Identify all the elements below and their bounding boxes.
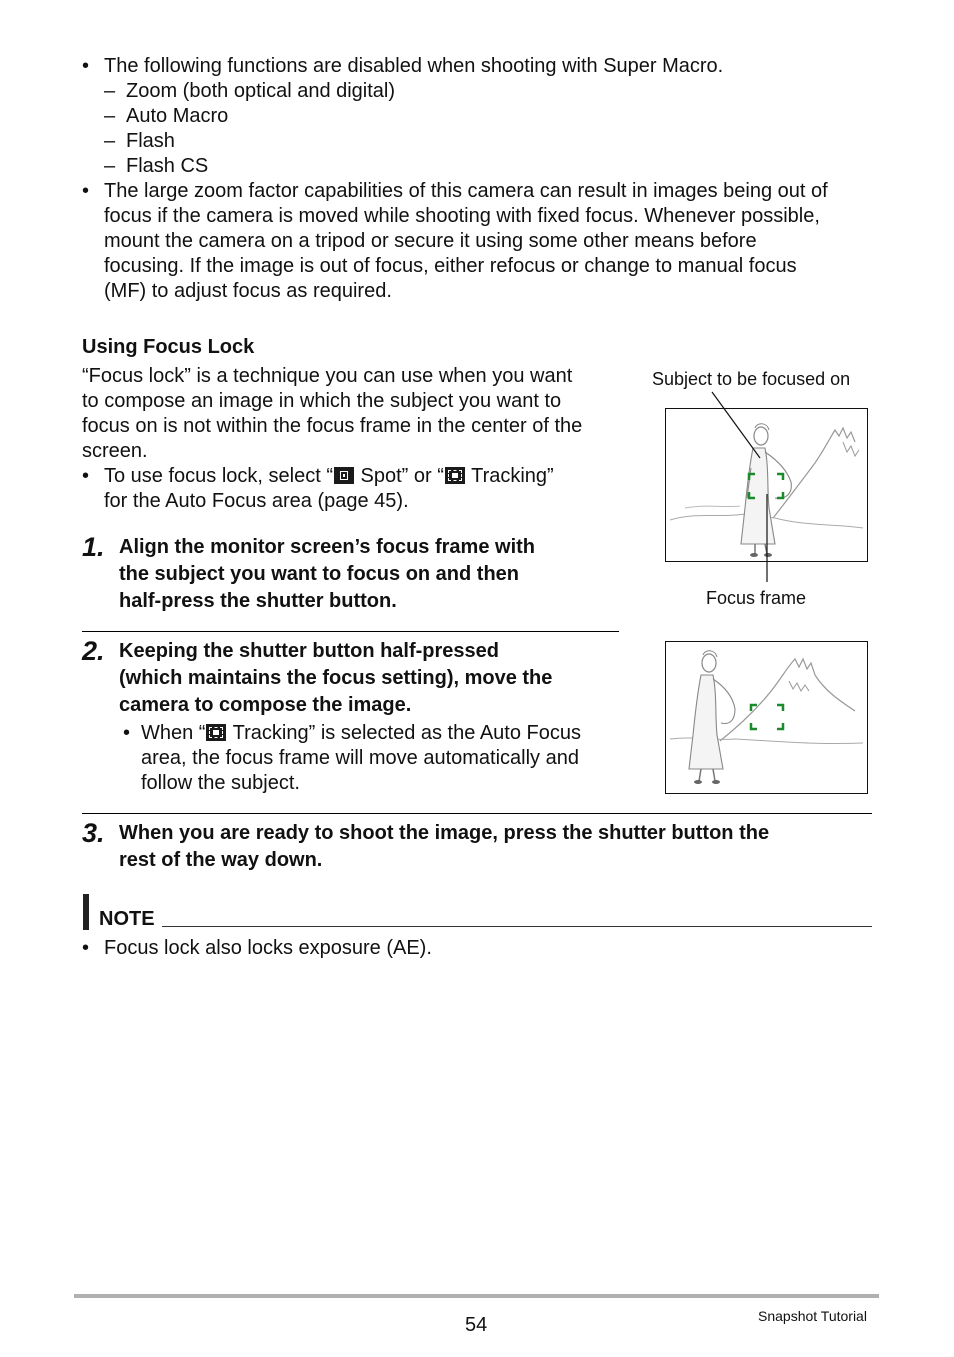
note-marker-bar: [83, 894, 89, 930]
intro-bullet-1: [82, 54, 882, 79]
spot-focus-icon: [334, 467, 354, 484]
list-item-text: Flash: [126, 130, 175, 152]
text-line: [141, 721, 619, 746]
text-line: for the Auto Focus area (page 45).: [104, 490, 409, 512]
bullet-mark: •: [82, 465, 90, 487]
list-item: [104, 154, 504, 179]
list-item: [104, 104, 504, 129]
text-line: [104, 464, 622, 489]
figure-label-focus-frame: Focus frame: [706, 588, 807, 608]
list-item: [104, 79, 504, 104]
focus-lock-paragraph: [82, 364, 622, 464]
note-title: NOTE: [99, 908, 155, 930]
page-number: 54: [465, 1314, 488, 1336]
text-line: Keeping the shutter button half-pressed: [119, 640, 500, 662]
dash-mark: –: [104, 80, 116, 102]
step-2-text: [119, 638, 619, 719]
dash-mark: –: [104, 130, 116, 152]
section-name: Snapshot Tutorial: [758, 1308, 867, 1324]
text-line: Align the monitor screen’s focus frame with: [119, 536, 535, 558]
text-run: When “: [141, 722, 206, 744]
text-line: focus if the camera is moved while shooting with fixed focus. Whenever possible,: [104, 205, 820, 227]
bullet-mark: •: [82, 55, 90, 77]
step-3-text: [119, 820, 879, 874]
text-run: Tracking” is selected as the Auto Focus: [227, 722, 581, 744]
dash-mark: –: [104, 155, 116, 177]
text-line: rest of the way down.: [119, 849, 323, 871]
list-item-text: Auto Macro: [126, 105, 229, 127]
note-text: Focus lock also locks exposure (AE).: [104, 937, 432, 959]
bullet-mark: •: [82, 937, 90, 959]
camera-scene-image: [665, 641, 868, 794]
focus-lock-bullet: [82, 464, 622, 514]
note-bullet: [82, 936, 862, 961]
text-line: focusing. If the image is out of focus, either refocus or change to manual focus: [104, 255, 797, 277]
text-line: “Focus lock” is a technique you can use when you want: [82, 365, 573, 387]
bullet-mark: •: [82, 180, 90, 202]
figure-1-leader-lines: [700, 390, 780, 586]
text-line: to compose an image in which the subject you want to: [82, 390, 562, 412]
text-line: mount the camera on a tripod or secure it using some other means before: [104, 230, 757, 252]
text-line: The large zoom factor capabilities of this camera can result in images being out of: [104, 180, 828, 202]
disabled-functions-list: [104, 79, 504, 179]
list-item-text: Zoom (both optical and digital): [126, 80, 396, 102]
section-heading: Using Focus Lock: [82, 336, 255, 358]
text-line: the subject you want to focus on and then: [119, 563, 520, 585]
dash-mark: –: [104, 105, 116, 127]
text-line: half-press the shutter button.: [119, 590, 397, 612]
text-line: focus on is not within the focus frame in the center of the: [82, 415, 583, 437]
text-line: (MF) to adjust focus as required.: [104, 280, 392, 302]
text-run: Tracking”: [465, 465, 554, 487]
text-line: screen.: [82, 440, 148, 462]
list-item-text: Flash CS: [126, 155, 209, 177]
step-2-bullet: [119, 721, 619, 796]
intro-bullet-1-text: The following functions are disabled when shooting with Super Macro.: [104, 55, 724, 77]
figure-label-subject: Subject to be focused on: [652, 369, 851, 389]
text-line: (which maintains the focus setting), move the: [119, 667, 553, 689]
text-line: follow the subject.: [141, 772, 300, 794]
text-line: When you are ready to shoot the image, press the shutter button the: [119, 822, 770, 844]
note-rule: [162, 926, 872, 927]
tracking-focus-icon: [206, 724, 226, 741]
divider: [82, 631, 619, 632]
step-2-number: 2.: [82, 636, 105, 666]
text-line: camera to compose the image.: [119, 694, 412, 716]
text-line: area, the focus frame will move automatically and: [141, 747, 579, 769]
figure-2-illustration: [665, 641, 868, 794]
bullet-mark: •: [123, 722, 131, 744]
divider: [82, 813, 872, 814]
text-run: Spot” or “: [354, 465, 444, 487]
tracking-focus-icon: [445, 467, 465, 484]
step-3-number: 3.: [82, 818, 105, 848]
step-1-text: [119, 534, 619, 615]
text-run: To use focus lock, select “: [104, 465, 333, 487]
footer-rule: [74, 1294, 879, 1298]
list-item: [104, 129, 504, 154]
step-1-number: 1.: [82, 532, 105, 562]
intro-bullet-2: [82, 179, 882, 304]
